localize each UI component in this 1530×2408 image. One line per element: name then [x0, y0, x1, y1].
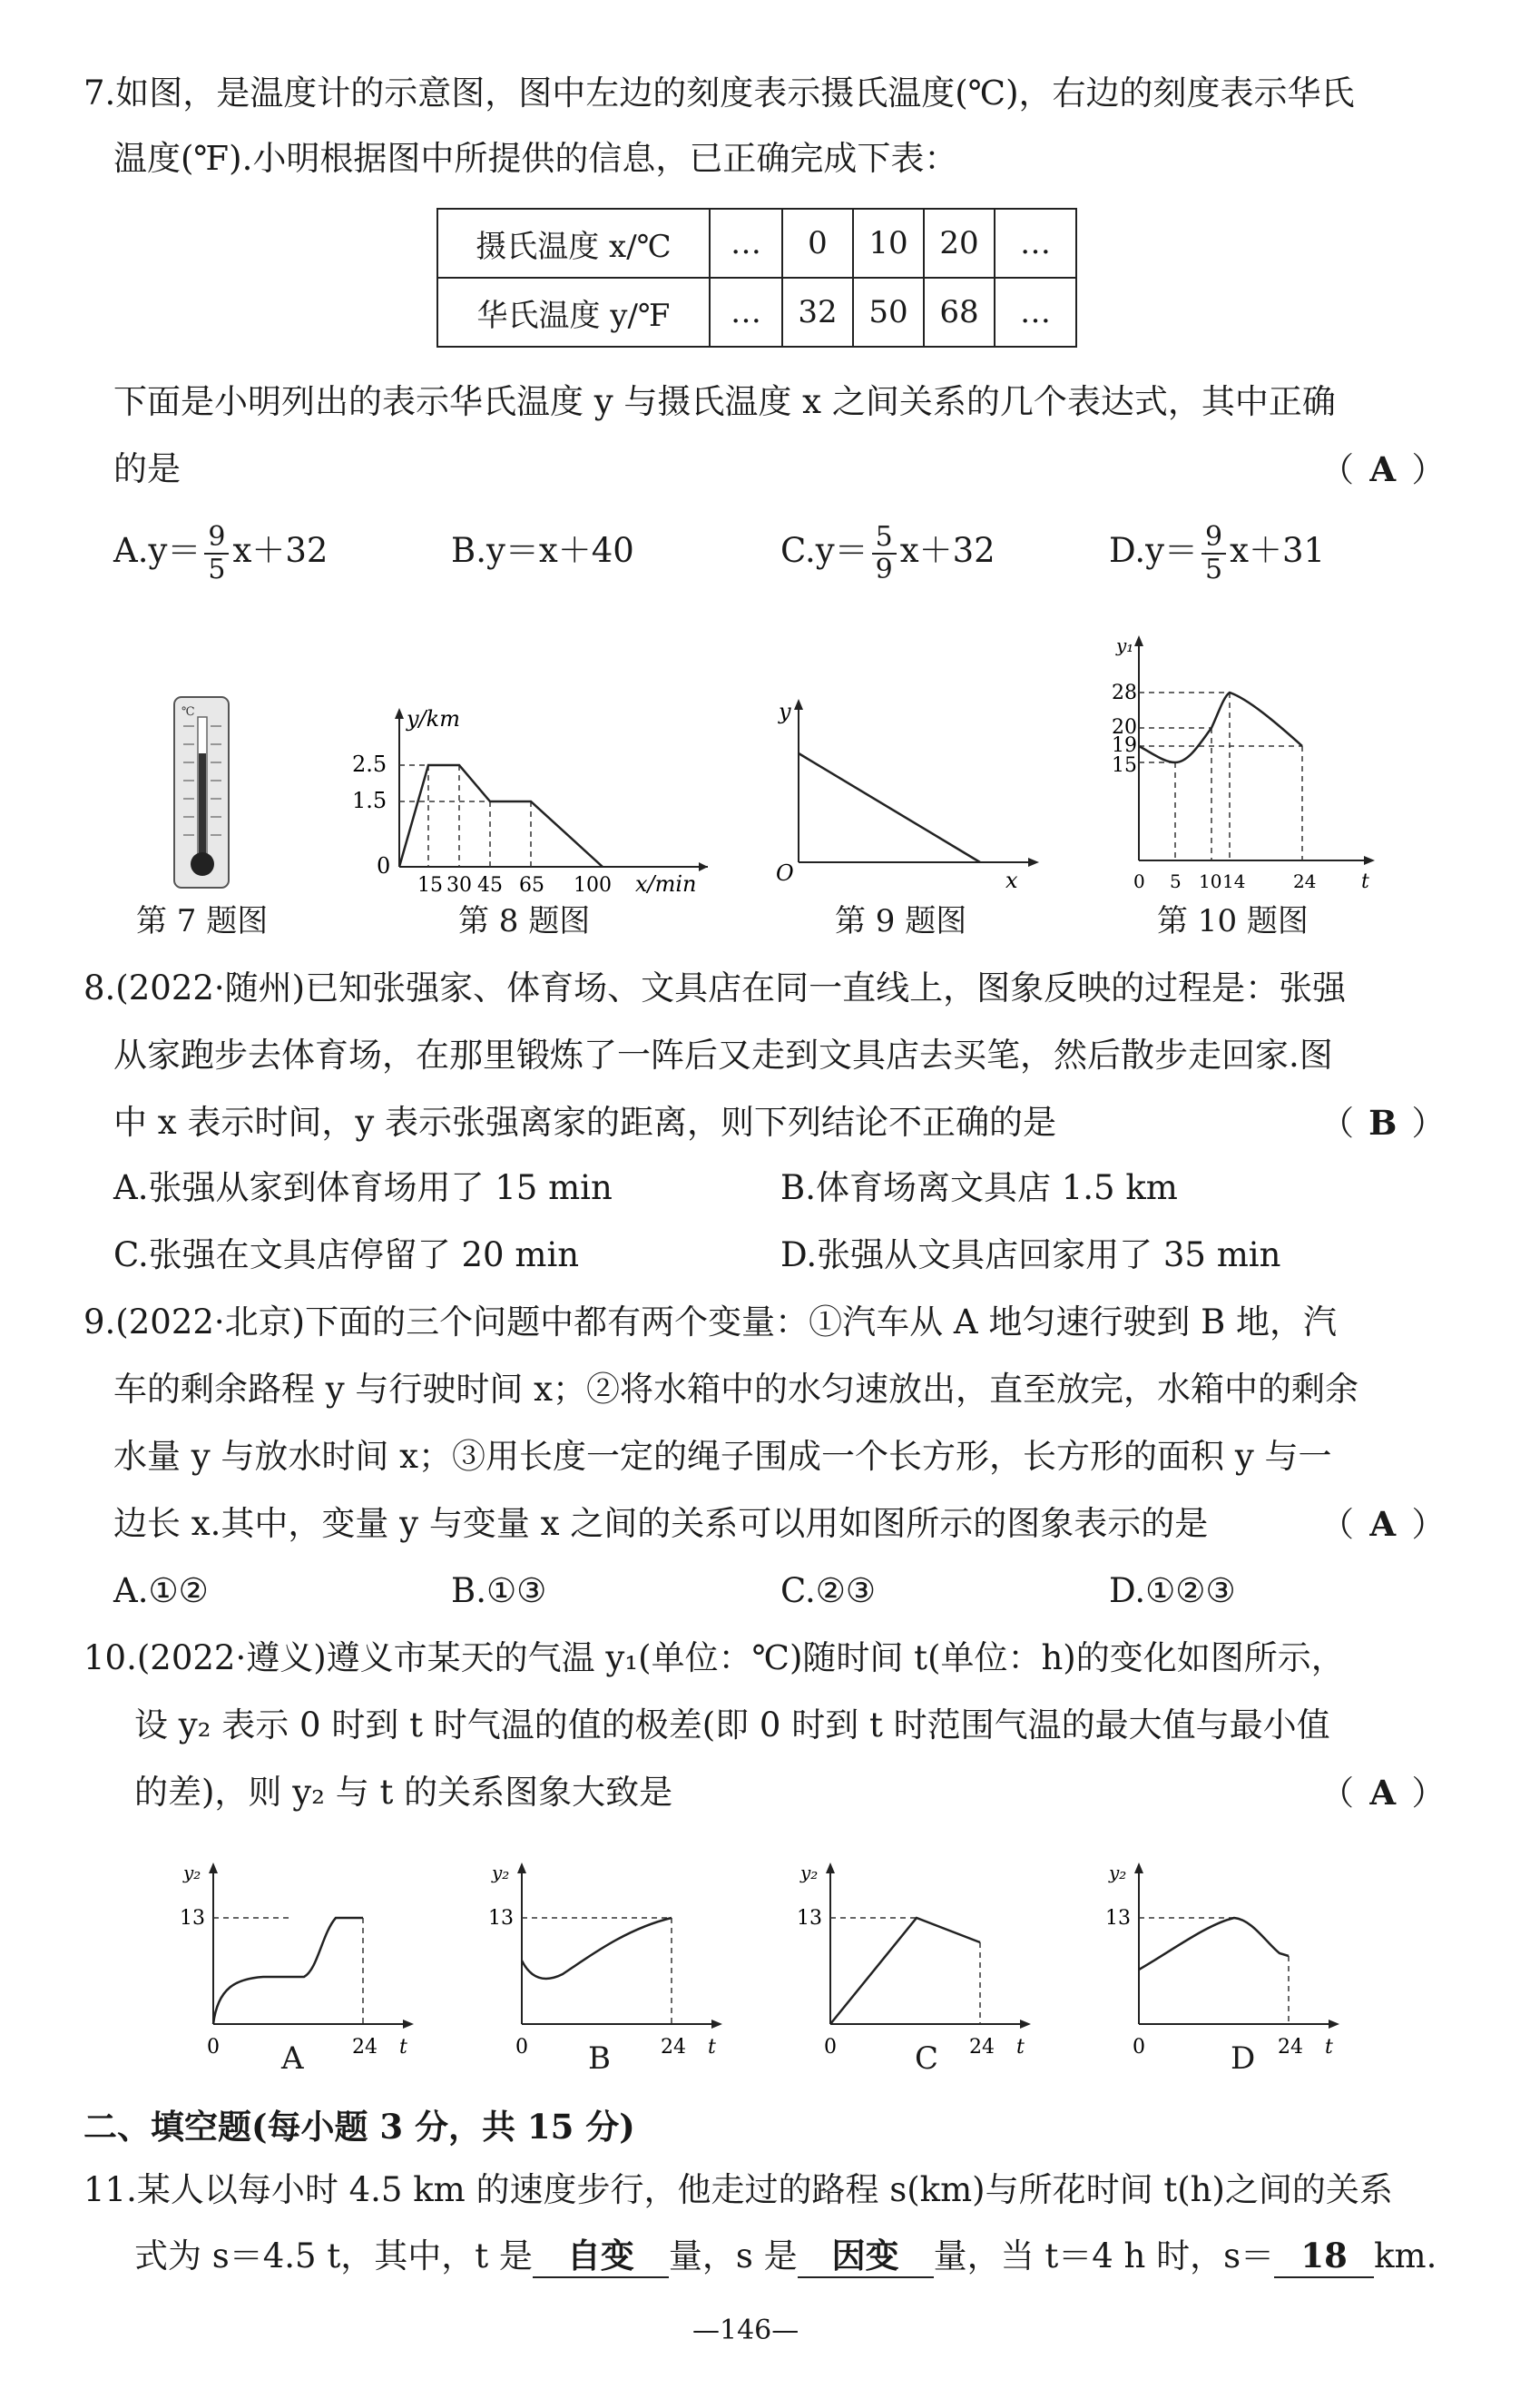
option-suffix: x＋32 — [232, 531, 329, 570]
fig8-xtick: 45 — [477, 874, 503, 897]
q9-option-b[interactable]: B.①③ — [451, 1571, 547, 1610]
fig8-origin: 0 — [377, 853, 391, 879]
option-prefix: D.y＝ — [1109, 531, 1199, 570]
origin-label: 0 — [824, 2036, 837, 2059]
fig8-xlabel: x/min — [635, 871, 697, 897]
denominator: 5 — [208, 553, 226, 585]
q9-line2: 车的剩余路程 y 与行驶时间 x；②将水箱中的水匀速放出，直至放完，水箱中的剩余 — [113, 1370, 1359, 1409]
q7-line4: 的是 — [113, 449, 181, 488]
ytick: 13 — [797, 1907, 822, 1930]
numerator: 5 — [872, 522, 897, 555]
table-cell: 摄氏温度 x/℃ — [437, 209, 710, 278]
q9-line4: 边长 x.其中，变量 y 与变量 x 之间的关系可以用如图所示的图象表示的是 — [113, 1504, 1209, 1543]
q7-line1: 7.如图，是温度计的示意图，图中左边的刻度表示摄氏温度(℃)，右边的刻度表示华氏 — [83, 74, 1355, 113]
table-cell: … — [995, 209, 1076, 278]
fraction — [204, 522, 229, 585]
fig9-origin: O — [776, 860, 794, 886]
q9-answer-value: A — [1369, 1504, 1397, 1544]
fig10-xlabel: t — [1361, 870, 1369, 893]
x-axis-arrow — [1364, 856, 1375, 865]
q11-line1: 11.某人以每小时 4.5 km 的速度步行，他走过的路程 s(km)与所花时间 t(h)之间的关系 — [83, 2170, 1393, 2209]
origin-label: 0 — [207, 2036, 220, 2059]
curve — [1139, 1918, 1289, 1970]
q11-blank-1[interactable]: 自变 — [533, 2235, 669, 2278]
table-row — [437, 278, 1076, 347]
numerator: 9 — [1201, 522, 1226, 555]
q8-option-a[interactable]: A.张强从家到体育场用了 15 min — [113, 1168, 613, 1207]
q11-seg4: km. — [1374, 2236, 1437, 2275]
q8-option-d[interactable]: D.张强从文具店回家用了 35 min — [780, 1235, 1281, 1274]
numerator: 9 — [204, 522, 229, 555]
q8-option-c[interactable]: C.张强在文具店停留了 20 min — [113, 1235, 580, 1274]
q10-label-c: C — [915, 2040, 939, 2077]
q9-option-a[interactable]: A.①② — [113, 1571, 209, 1610]
fig10-caption: 第 10 题图 — [1157, 903, 1309, 939]
table-cell: 68 — [924, 278, 995, 347]
fig10-ytick: 20 — [1112, 716, 1137, 739]
fig10-xtick: 10 — [1199, 870, 1222, 892]
table-cell: 0 — [782, 209, 853, 278]
fig8-line — [399, 765, 603, 867]
page-number: —146— — [692, 2315, 799, 2346]
origin-label: 0 — [515, 2036, 528, 2059]
table-cell: … — [710, 209, 782, 278]
table-cell: 20 — [924, 209, 995, 278]
section2-title: 二、填空题(每小题 3 分，共 15 分) — [83, 2107, 635, 2147]
fig8-caption: 第 8 题图 — [458, 903, 591, 939]
q9-line1: 9.(2022·北京)下面的三个问题中都有两个变量：①汽车从 A 地匀速行驶到 B 地，汽 — [83, 1302, 1338, 1342]
fig10-xtick: 0 — [1133, 870, 1145, 892]
fig10-xtick: 24 — [1293, 870, 1317, 892]
q7-option-a[interactable] — [113, 519, 328, 585]
y-axis-arrow — [395, 708, 404, 719]
q7-answer: （ A ） — [1320, 449, 1446, 489]
q11-blank-3[interactable]: 18 — [1274, 2235, 1374, 2278]
fig9-caption: 第 9 题图 — [835, 903, 967, 939]
x-axis-arrow — [1028, 858, 1039, 867]
fig10-guides — [1139, 693, 1302, 860]
q11-blank-2[interactable]: 因变 — [798, 2235, 934, 2278]
q7-line3: 下面是小明列出的表示华氏温度 y 与摄氏温度 x 之间关系的几个表达式，其中正确 — [113, 382, 1336, 421]
q10-line3: 的差)，则 y₂ 与 t 的关系图象大致是 — [134, 1773, 673, 1812]
q9-option-c[interactable]: C.②③ — [780, 1571, 877, 1610]
curve — [830, 1918, 980, 2024]
y-axis-arrow — [1134, 635, 1143, 646]
fig8-xtick: 30 — [446, 874, 472, 897]
table-row — [437, 209, 1076, 278]
q10-label-a: A — [281, 2040, 304, 2077]
option-prefix: C.y＝ — [780, 531, 868, 570]
q10-graph-b[interactable] — [481, 1852, 753, 2069]
fig8-xtick: 100 — [574, 874, 612, 897]
fig10-ytick: 28 — [1112, 682, 1137, 704]
thermometer-figure — [163, 690, 245, 899]
axis-label: y₂ — [183, 1862, 201, 1883]
q10-answer-value: A — [1369, 1773, 1397, 1813]
fig9-xlabel: x — [1005, 868, 1018, 893]
q9-answer: （ A ） — [1320, 1504, 1446, 1544]
axis-label: t — [399, 2036, 407, 2059]
origin-label: 0 — [1133, 2036, 1145, 2059]
fraction — [872, 522, 897, 585]
fig8-ytick: 1.5 — [352, 788, 387, 813]
option-suffix: x＋31 — [1230, 531, 1326, 570]
q8-answer-value: B — [1368, 1103, 1398, 1143]
q8-answer: （ B ） — [1320, 1103, 1446, 1143]
fig8-graph — [345, 699, 726, 908]
fig8-ytick: 2.5 — [352, 752, 387, 777]
denominator: 9 — [875, 553, 893, 585]
q8-line2: 从家跑步去体育场，在那里锻炼了一阵后又走到文具店去买笔，然后散步走回家.图 — [113, 1036, 1333, 1075]
option-prefix: A.y＝ — [113, 531, 201, 570]
q11-line2 — [134, 2235, 1437, 2278]
fig10-ytick: 19 — [1112, 734, 1137, 757]
fig9-line — [799, 753, 980, 862]
axis-label: y₂ — [492, 1862, 510, 1883]
q11-seg3: 量，当 t＝4 h 时，s＝ — [933, 2236, 1275, 2275]
fig10-xtick: 14 — [1222, 870, 1246, 892]
q8-line3: 中 x 表示时间，y 表示张强离家的距离，则下列结论不正确的是 — [113, 1103, 1057, 1142]
table-cell: 10 — [853, 209, 924, 278]
axis-label: t — [708, 2036, 716, 2059]
fraction — [1201, 522, 1226, 585]
fig8-guides — [399, 765, 531, 867]
q10-graph-d[interactable] — [1098, 1852, 1370, 2069]
fig10-xtick: 5 — [1170, 870, 1182, 892]
xtick: 24 — [661, 2036, 686, 2059]
q8-line1: 8.(2022·随州)已知张强家、体育场、文具店在同一直线上，图象反映的过程是：张强 — [83, 968, 1347, 1007]
table-cell: 华氏温度 y/℉ — [437, 278, 710, 347]
axis-label: t — [1016, 2036, 1025, 2059]
x-axis-arrow — [699, 862, 708, 871]
thermometer-label: ℃ — [181, 705, 195, 719]
fig8-xtick: 15 — [417, 874, 443, 897]
q10-answer: （ A ） — [1320, 1773, 1446, 1813]
axis-label: y₂ — [800, 1862, 819, 1883]
q11-seg2: 量，s 是 — [668, 2236, 798, 2275]
axis-label: y₂ — [1109, 1862, 1127, 1883]
q7-option-b[interactable]: B.y＝x＋40 — [451, 531, 634, 570]
ytick: 13 — [488, 1907, 514, 1930]
denominator: 5 — [1205, 553, 1223, 585]
q7-line2: 温度(℉).小明根据图中所提供的信息，已正确完成下表： — [113, 139, 958, 178]
fig9-graph — [762, 690, 1053, 899]
q10-label-b: B — [588, 2040, 611, 2077]
thermometer-mercury — [199, 753, 206, 858]
ytick: 13 — [180, 1907, 205, 1930]
q10-line2: 设 y₂ 表示 0 时到 t 时气温的值的极差(即 0 时到 t 时范围气温的最大值与最小值 — [134, 1705, 1330, 1745]
thermometer-bulb — [191, 852, 214, 876]
xtick: 24 — [352, 2036, 378, 2059]
fig9-ylabel: y — [779, 699, 791, 724]
table-cell: … — [995, 278, 1076, 347]
ytick: 13 — [1105, 1907, 1131, 1930]
table-cell: 50 — [853, 278, 924, 347]
y-axis-arrow — [794, 699, 803, 710]
q8-option-b[interactable]: B.体育场离文具店 1.5 km — [780, 1168, 1178, 1207]
curve — [522, 1918, 672, 1979]
xtick: 24 — [969, 2036, 995, 2059]
q9-line3: 水量 y 与放水时间 x；③用长度一定的绳子围成一个长方形，长方形的面积 y 与一 — [113, 1437, 1332, 1476]
fig7-caption: 第 7 题图 — [136, 903, 269, 939]
q9-option-d[interactable]: D.①②③ — [1109, 1571, 1236, 1610]
q7-answer-value: A — [1369, 449, 1397, 489]
fig8-ylabel: y/km — [407, 706, 460, 732]
fig10-ylabel: y₁ — [1116, 634, 1134, 656]
option-suffix: x＋32 — [899, 531, 995, 570]
q7-option-c[interactable] — [780, 519, 995, 585]
table-cell: 32 — [782, 278, 853, 347]
q10-line1: 10.(2022·遵义)遵义市某天的气温 y₁(单位：℃)随时间 t(单位：h)的变化如图所示， — [83, 1638, 1345, 1677]
q10-graph-a[interactable] — [172, 1852, 445, 2069]
fig10-graph — [1094, 626, 1393, 899]
fig10-ytick: 15 — [1112, 754, 1137, 777]
q10-graph-c[interactable] — [790, 1852, 1062, 2069]
temperature-table — [436, 208, 1077, 348]
q11-seg1: 式为 s＝4.5 t，其中，t 是 — [134, 2236, 533, 2275]
q7-option-d[interactable] — [1109, 519, 1325, 585]
curve — [213, 1918, 363, 2024]
axis-label: t — [1325, 2036, 1333, 2059]
q10-label-d: D — [1231, 2040, 1256, 2077]
fig8-xtick: 65 — [519, 874, 544, 897]
xtick: 24 — [1278, 2036, 1303, 2059]
table-cell: … — [710, 278, 782, 347]
